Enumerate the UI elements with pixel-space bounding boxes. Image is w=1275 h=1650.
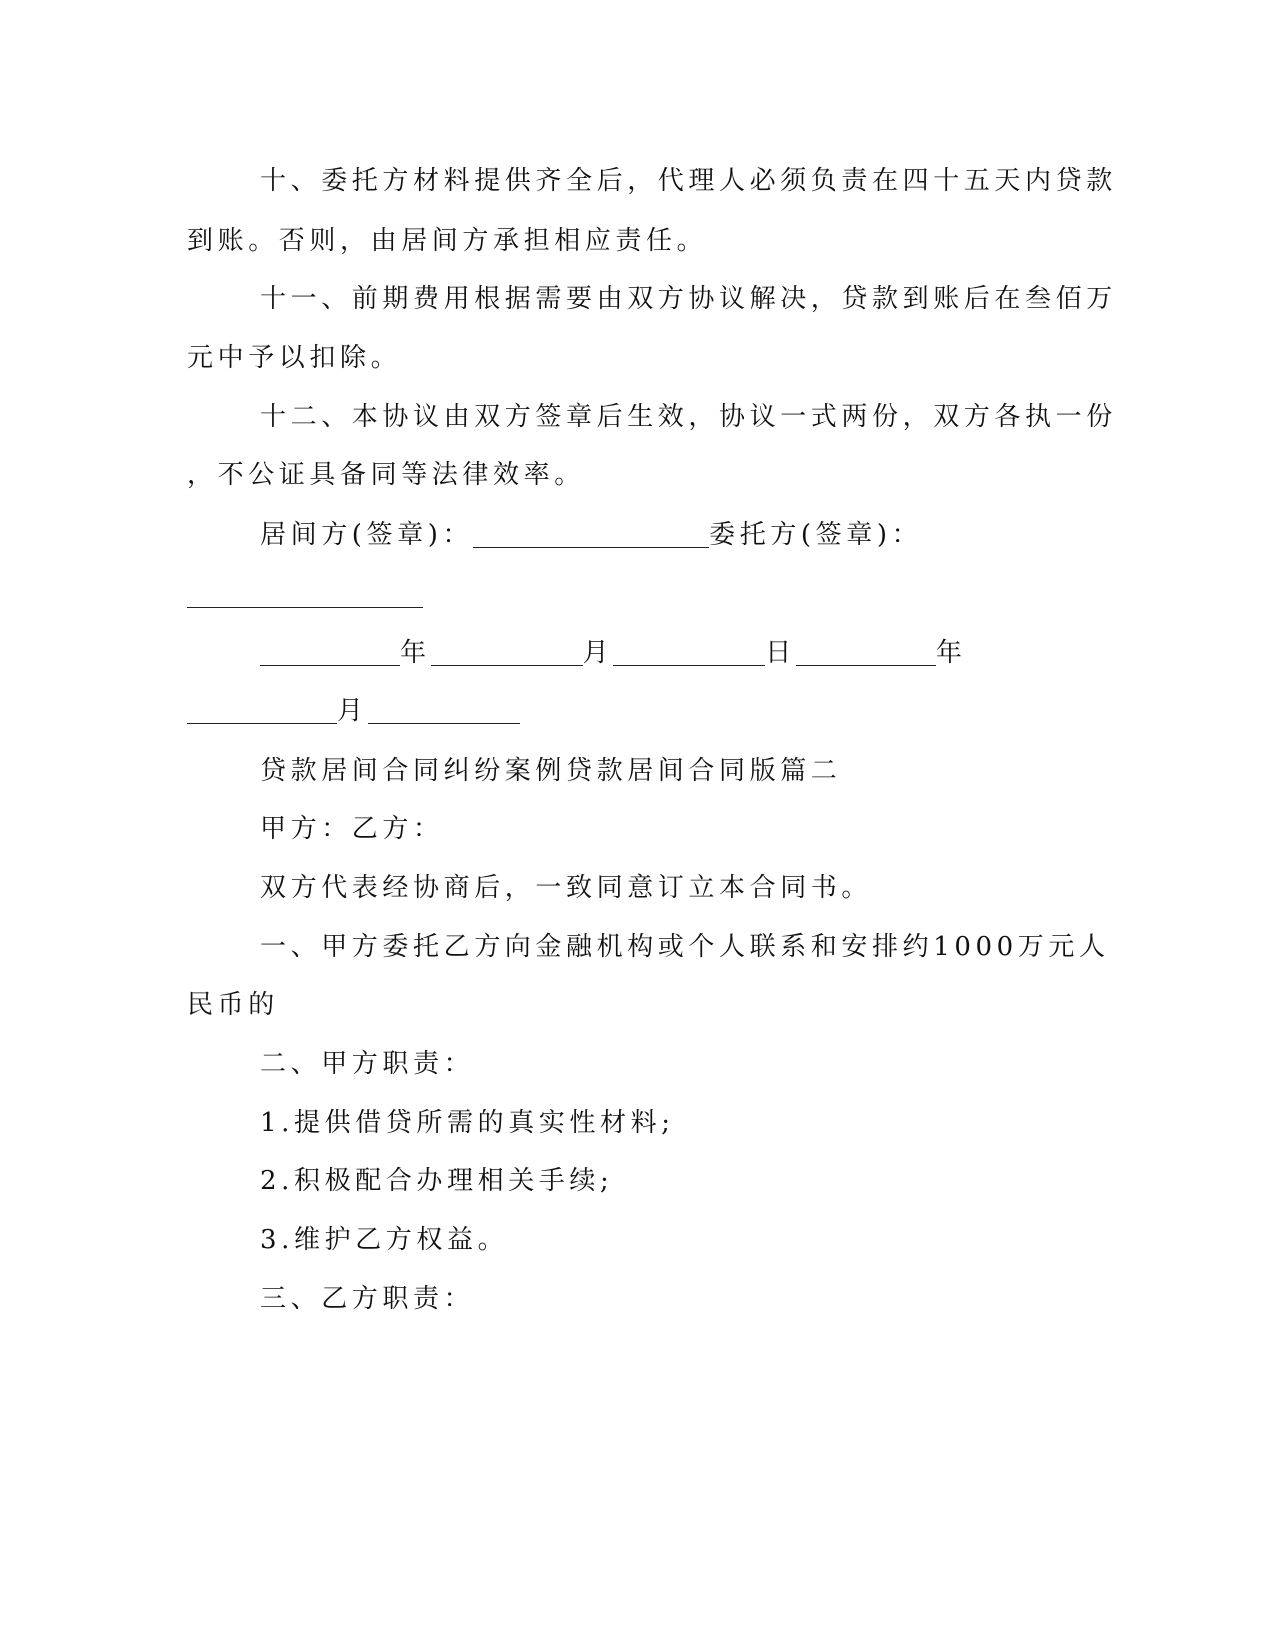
client-signature-label: 委托方(签章)： [709, 520, 923, 550]
party-a-duty-1: 1.提供借贷所需的真实性材料; [260, 1108, 675, 1138]
clause-2-title: 二、甲方职责： [260, 1049, 475, 1079]
clause-12-line-1: 十二、本协议由双方签章后生效，协议一式两份，双方各执一份 [260, 402, 1117, 432]
party-a-duty-2: 2.积极配合办理相关手续; [260, 1166, 614, 1196]
year-label-1: 年 [400, 638, 431, 668]
party-a-duty-3: 3.维护乙方权益。 [260, 1225, 509, 1255]
day-label-1: 日 [765, 638, 796, 668]
month-label-2: 月 [337, 696, 368, 726]
year-label-2: 年 [935, 638, 967, 668]
clause-1-line-1: 一、甲方委托乙方向金融机构或个人联系和安排约1000万元人 [260, 932, 1110, 962]
clause-1-line-2: 民币的 [187, 990, 279, 1020]
parties-line: 甲方：乙方： [260, 814, 444, 844]
preamble: 双方代表经协商后，一致同意订立本合同书。 [260, 873, 873, 903]
month-blank-1 [431, 639, 583, 666]
clause-10-line-2: 到账。否则，由居间方承担相应责任。 [187, 226, 708, 256]
clause-10-line-1: 十、委托方材料提供齐全后，代理人必须负责在四十五天内贷款 [260, 166, 1117, 196]
year-blank-1 [260, 639, 400, 666]
client-signature-blank-line [187, 578, 423, 612]
clause-11-line-2: 元中予以扣除。 [187, 343, 402, 373]
signature-line [260, 518, 922, 552]
month-label-1: 月 [582, 638, 614, 668]
year-blank-2 [796, 639, 936, 666]
date-line-2 [187, 694, 520, 728]
intermediary-signature-label: 居间方(签章)： [260, 520, 474, 550]
month-blank-2 [187, 697, 337, 724]
intermediary-signature-blank [473, 521, 709, 548]
day-blank-1 [613, 639, 765, 666]
day-blank-2 [368, 697, 520, 724]
clause-11-line-1: 十一、前期费用根据需要由双方协议解决，贷款到账后在叁佰万 [260, 284, 1117, 314]
clause-3-title: 三、乙方职责： [260, 1284, 475, 1314]
date-line-1 [260, 636, 966, 670]
client-signature-blank [187, 581, 423, 608]
clause-12-line-2: ，不公证具备同等法律效率。 [187, 460, 585, 490]
section-title: 贷款居间合同纠纷案例贷款居间合同版篇二 [260, 756, 842, 786]
